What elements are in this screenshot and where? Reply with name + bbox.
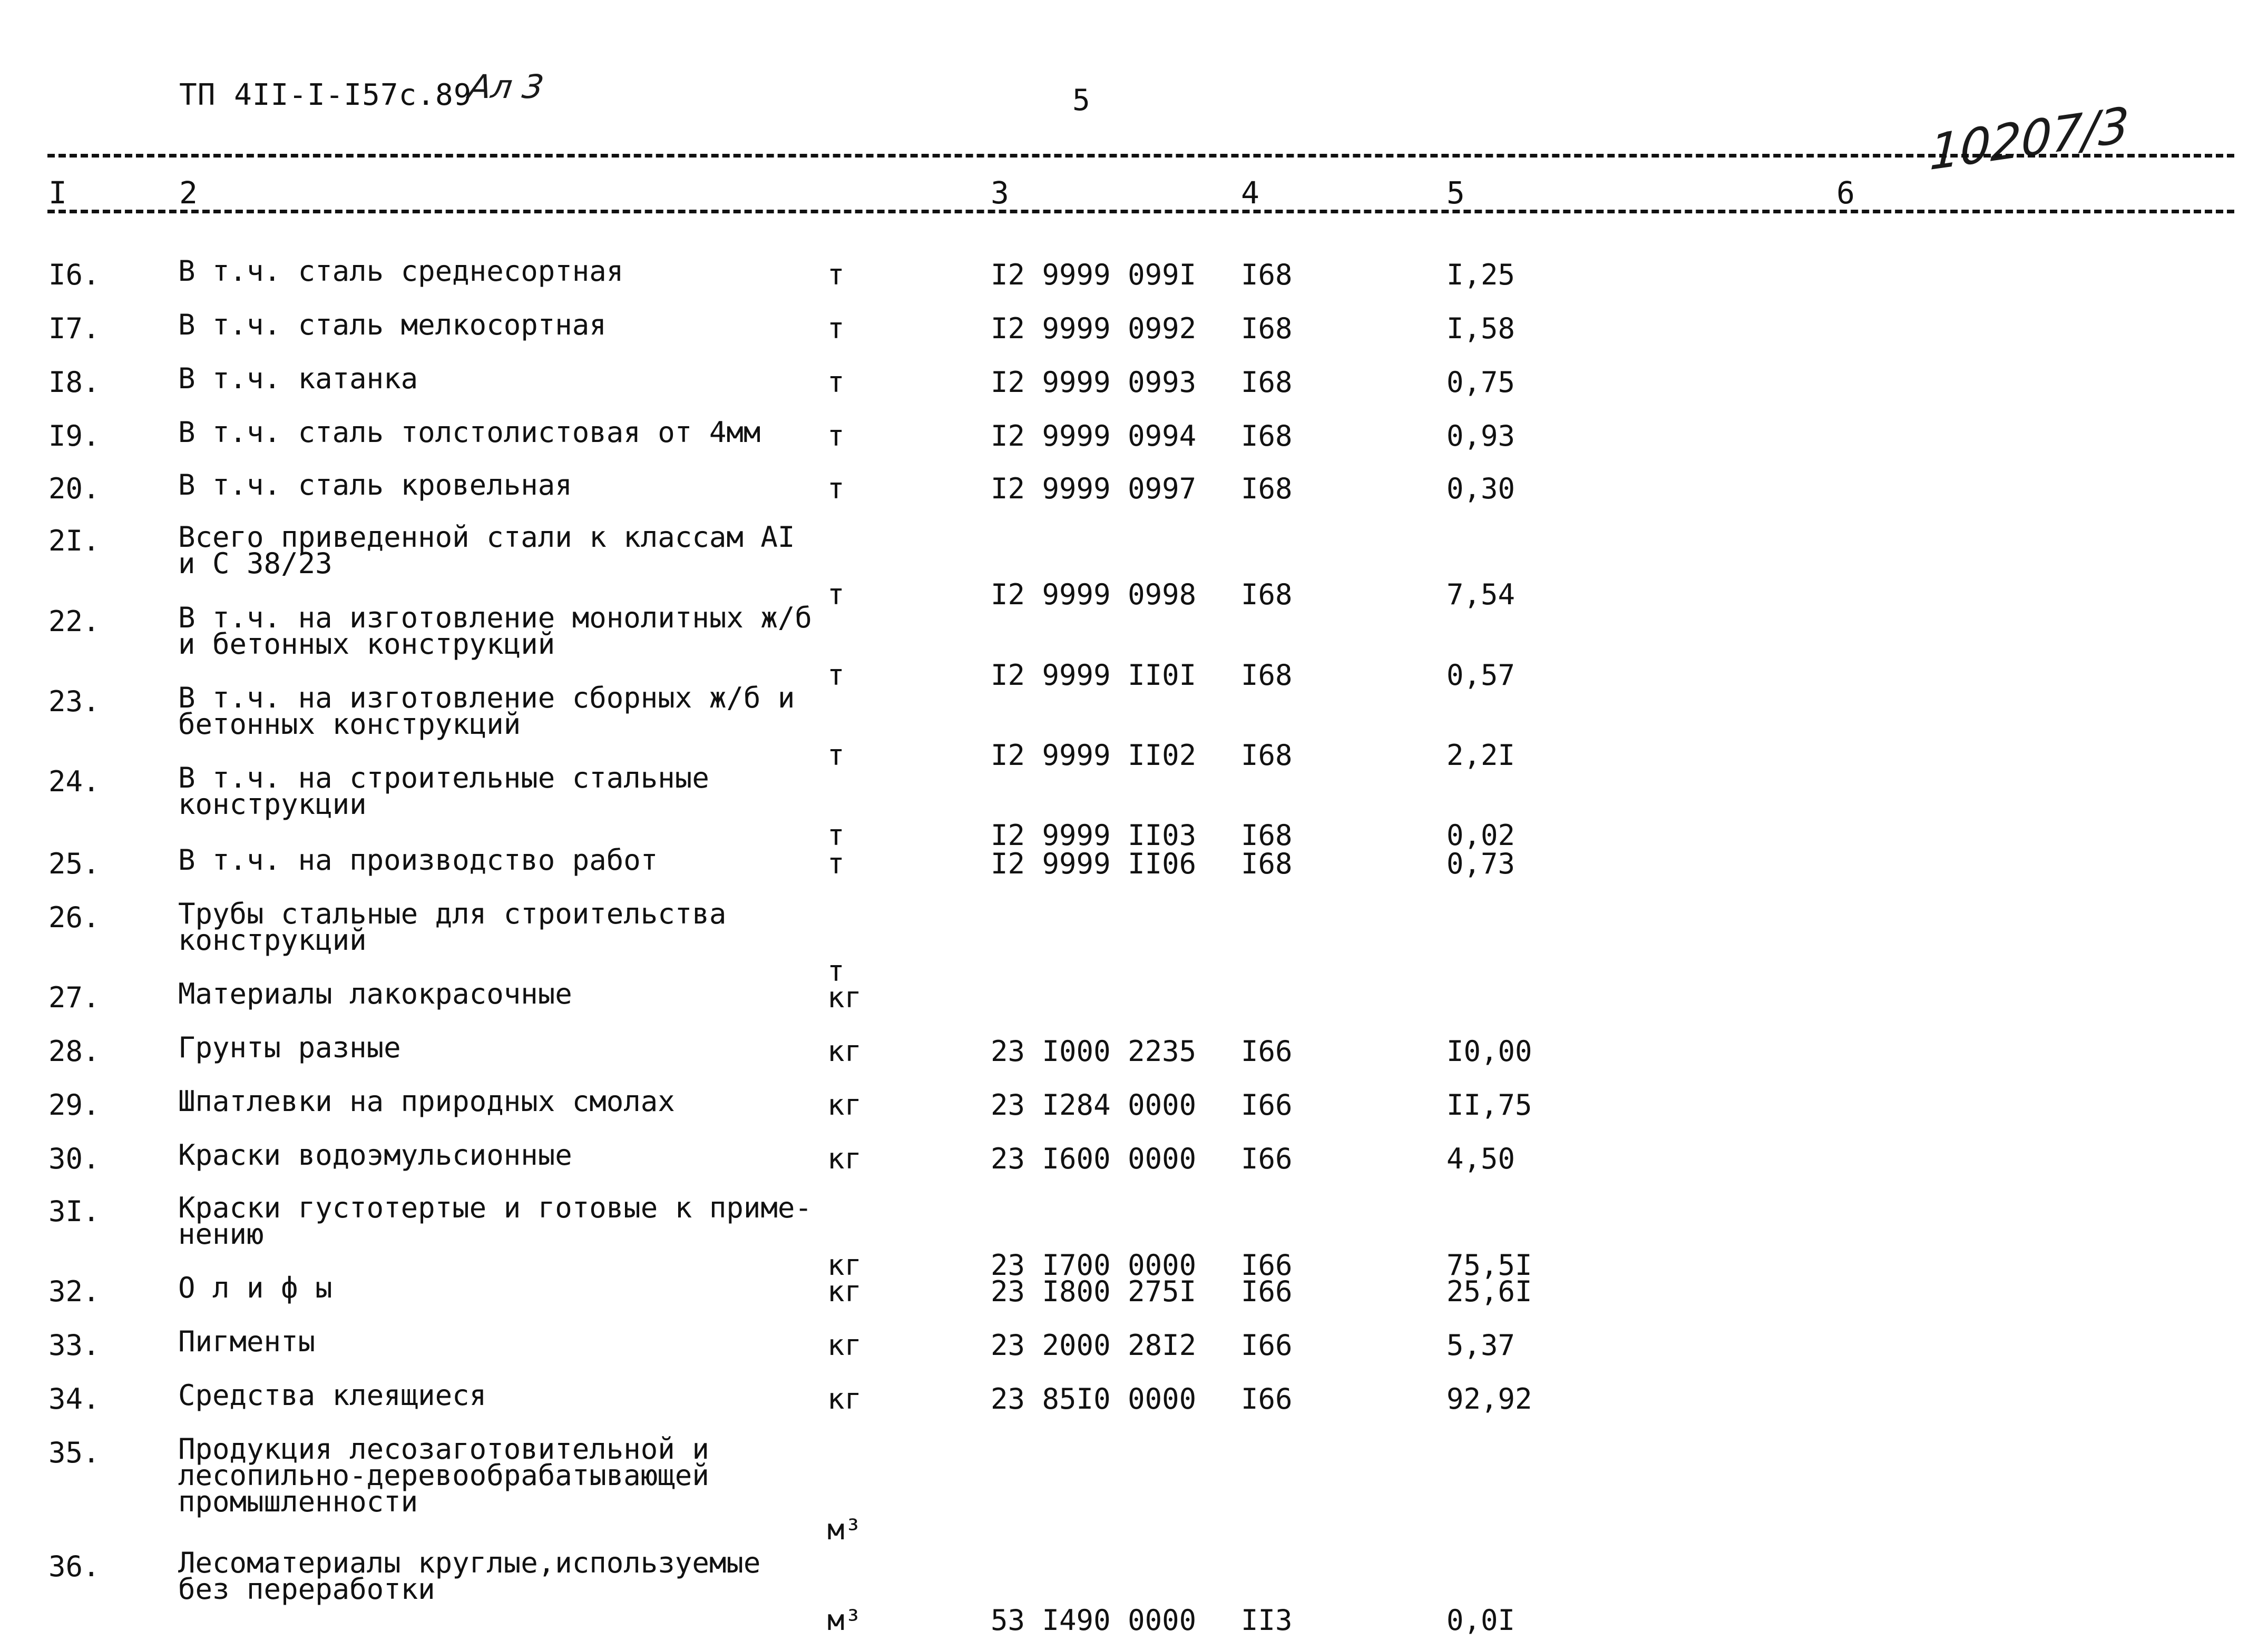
row-number: 20. xyxy=(48,472,100,505)
row-name-line: Материалы лакокрасочные xyxy=(178,977,572,1010)
row-name-line: конструкции xyxy=(178,788,367,821)
row-code: I2 9999 0997 xyxy=(991,472,1197,505)
row-class-code: I68 xyxy=(1241,659,1293,692)
row-name xyxy=(178,761,709,821)
row-name-line: О л и ф ы xyxy=(178,1271,333,1304)
row-value: 75,5I xyxy=(1446,1249,1532,1282)
row-name-line: В т.ч. сталь мелкосортная xyxy=(178,308,607,341)
row-value: 0,02 xyxy=(1446,819,1516,852)
row-code: 23 85I0 0000 xyxy=(991,1382,1197,1416)
column-number: 3 xyxy=(991,175,1009,211)
row-name-line: лесопильно-деревообрабатывающей xyxy=(178,1459,709,1492)
row-unit: кг xyxy=(827,1382,862,1416)
row-unit: т xyxy=(827,366,845,399)
row-name-line: Грунты разные xyxy=(178,1031,401,1064)
row-unit: кг xyxy=(827,1142,862,1175)
row-number: 2I. xyxy=(48,524,100,557)
row-number: 26. xyxy=(48,901,100,934)
row-name xyxy=(178,1271,333,1304)
row-name xyxy=(178,1191,812,1251)
row-value: 92,92 xyxy=(1446,1382,1532,1416)
row-code: I2 9999 II06 xyxy=(991,847,1197,880)
row-number: 25. xyxy=(48,847,100,880)
handwritten-sheet-note: Ал 3 xyxy=(466,67,546,106)
row-unit: кг xyxy=(827,1329,862,1362)
row-code: I2 9999 II02 xyxy=(991,739,1197,772)
row-unit: т xyxy=(827,819,845,852)
row-number: 23. xyxy=(48,685,100,718)
row-value: I,25 xyxy=(1446,258,1516,291)
row-class-code: I68 xyxy=(1241,312,1293,345)
row-name xyxy=(178,977,572,1010)
row-code: I2 9999 0992 xyxy=(991,312,1197,345)
page-number: 5 xyxy=(1072,83,1090,117)
row-value: 4,50 xyxy=(1446,1142,1516,1175)
row-name xyxy=(178,520,795,580)
row-number: 24. xyxy=(48,765,100,798)
row-number: I9. xyxy=(48,419,100,453)
row-name-line: Продукция лесозаготовительной и xyxy=(178,1432,709,1466)
row-value: 7,54 xyxy=(1446,578,1516,611)
row-name xyxy=(178,1325,316,1358)
row-name-line: конструкций xyxy=(178,923,367,957)
row-code: I2 9999 0998 xyxy=(991,578,1197,611)
row-class-code: I68 xyxy=(1241,366,1293,399)
row-number: 3I. xyxy=(48,1195,100,1228)
header-top-rule xyxy=(47,154,2234,158)
row-number: 28. xyxy=(48,1035,100,1068)
row-name-line: В т.ч. сталь толстолистовая от 4мм xyxy=(178,416,761,449)
row-class-code: I68 xyxy=(1241,739,1293,772)
row-name xyxy=(178,362,418,395)
row-name-line: В т.ч. на строительные стальные xyxy=(178,761,709,794)
row-number: 22. xyxy=(48,605,100,638)
row-name-line: В т.ч. сталь среднесортная xyxy=(178,254,624,288)
column-number: 2 xyxy=(179,175,198,211)
row-name-line: В т.ч. на производство работ xyxy=(178,843,658,877)
row-code: I2 9999 0994 xyxy=(991,419,1197,453)
row-number: 29. xyxy=(48,1088,100,1122)
row-unit: т xyxy=(827,847,845,880)
row-code: 23 I700 0000 xyxy=(991,1249,1197,1282)
row-number: 33. xyxy=(48,1329,100,1362)
row-value: 5,37 xyxy=(1446,1329,1516,1362)
row-code: 23 2000 28I2 xyxy=(991,1329,1197,1362)
row-unit: т xyxy=(827,419,845,453)
row-name-line: бетонных конструкций xyxy=(178,708,521,741)
row-class-code: I66 xyxy=(1241,1088,1293,1122)
row-value: I0,00 xyxy=(1446,1035,1532,1068)
row-value: 0,57 xyxy=(1446,659,1516,692)
row-unit: т xyxy=(827,312,845,345)
row-value: II,75 xyxy=(1446,1088,1532,1122)
row-class-code: I66 xyxy=(1241,1275,1293,1308)
row-number: I7. xyxy=(48,312,100,345)
row-code: I2 9999 II0I xyxy=(991,659,1197,692)
row-unit: т xyxy=(827,258,845,291)
row-name xyxy=(178,1546,761,1606)
row-unit: т xyxy=(827,955,845,988)
row-name xyxy=(178,416,761,449)
row-name-line: Лесоматериалы круглые,используемые xyxy=(178,1546,761,1579)
row-name-line: В т.ч. на изготовление сборных ж/б и xyxy=(178,681,795,714)
column-number: 4 xyxy=(1241,175,1259,211)
row-class-code: I66 xyxy=(1241,1142,1293,1175)
row-value: 0,30 xyxy=(1446,472,1516,505)
row-name-line: Трубы стальные для строительства xyxy=(178,897,727,930)
row-unit: кг xyxy=(827,1035,862,1068)
row-number: I8. xyxy=(48,366,100,399)
row-name-line: нению xyxy=(178,1217,264,1251)
row-code: I2 9999 099I xyxy=(991,258,1197,291)
column-number: 6 xyxy=(1836,175,1855,211)
archive-number: 10207/3 xyxy=(1928,96,2130,182)
row-class-code: I68 xyxy=(1241,419,1293,453)
row-name xyxy=(178,468,572,502)
row-code: I2 9999 0993 xyxy=(991,366,1197,399)
row-code: 53 I490 0000 xyxy=(991,1604,1197,1637)
row-name xyxy=(178,1138,572,1172)
row-value: 25,6I xyxy=(1446,1275,1532,1308)
row-name-line: и С 38/23 xyxy=(178,547,333,580)
row-number: 27. xyxy=(48,981,100,1014)
row-name-line: и бетонных конструкций xyxy=(178,627,555,661)
row-class-code: I66 xyxy=(1241,1249,1293,1282)
row-unit: т xyxy=(827,472,845,505)
row-number: 34. xyxy=(48,1382,100,1416)
row-name-line: Всего приведенной стали к классам AI xyxy=(178,520,795,554)
row-class-code: I66 xyxy=(1241,1035,1293,1068)
row-name-line: без переработки xyxy=(178,1573,435,1606)
row-name xyxy=(178,254,624,288)
row-class-code: I68 xyxy=(1241,819,1293,852)
row-class-code: II3 xyxy=(1241,1604,1293,1637)
row-unit: т xyxy=(827,578,845,611)
row-name xyxy=(178,1432,709,1518)
row-name xyxy=(178,897,727,957)
row-unit: м³ xyxy=(827,1513,862,1546)
row-value: 0,75 xyxy=(1446,366,1516,399)
row-name xyxy=(178,1379,487,1412)
row-name-line: Краски водоэмульсионные xyxy=(178,1138,572,1172)
row-unit: т xyxy=(827,659,845,692)
row-name-line: В т.ч. сталь кровельная xyxy=(178,468,572,502)
row-unit: м³ xyxy=(827,1604,862,1637)
row-code: 23 I600 0000 xyxy=(991,1142,1197,1175)
row-value: 2,2I xyxy=(1446,739,1516,772)
row-number: 30. xyxy=(48,1142,100,1175)
document-code: ТП 4II-I-I57с.89 xyxy=(179,78,472,112)
row-class-code: I66 xyxy=(1241,1329,1293,1362)
row-name xyxy=(178,308,607,341)
row-name-line: Шпатлевки на природных смолах xyxy=(178,1085,675,1118)
column-number: 5 xyxy=(1446,175,1465,211)
header-bottom-rule xyxy=(47,210,2234,213)
row-value: 0,73 xyxy=(1446,847,1516,880)
row-name-line: Средства клеящиеся xyxy=(178,1379,487,1412)
row-number: 36. xyxy=(48,1550,100,1583)
row-number: 35. xyxy=(48,1436,100,1469)
row-name-line: Краски густотертые и готовые к приме- xyxy=(178,1191,812,1224)
row-value: I,58 xyxy=(1446,312,1516,345)
row-code: 23 I284 0000 xyxy=(991,1088,1197,1122)
column-number: I xyxy=(48,175,67,211)
row-class-code: I68 xyxy=(1241,472,1293,505)
row-name xyxy=(178,601,812,661)
row-number: I6. xyxy=(48,258,100,291)
row-code: 23 I800 275I xyxy=(991,1275,1197,1308)
row-unit: кг xyxy=(827,1249,862,1282)
row-code: 23 I000 2235 xyxy=(991,1035,1197,1068)
row-name-line: Пигменты xyxy=(178,1325,316,1358)
row-class-code: I68 xyxy=(1241,847,1293,880)
row-class-code: I68 xyxy=(1241,258,1293,291)
row-unit: т xyxy=(827,739,845,772)
row-value: 0,93 xyxy=(1446,419,1516,453)
row-number: 32. xyxy=(48,1275,100,1308)
row-code: I2 9999 II03 xyxy=(991,819,1197,852)
row-class-code: I68 xyxy=(1241,578,1293,611)
row-class-code: I66 xyxy=(1241,1382,1293,1416)
row-unit: кг xyxy=(827,1088,862,1122)
row-name xyxy=(178,1085,675,1118)
row-value: 0,0I xyxy=(1446,1604,1516,1637)
row-unit: кг xyxy=(827,981,862,1014)
row-name-line: В т.ч. на изготовление монолитных ж/б xyxy=(178,601,812,634)
row-name xyxy=(178,681,795,741)
row-name-line: промышленности xyxy=(178,1485,418,1518)
row-unit: кг xyxy=(827,1275,862,1308)
row-name-line: В т.ч. катанка xyxy=(178,362,418,395)
row-name xyxy=(178,843,658,877)
row-name xyxy=(178,1031,401,1064)
